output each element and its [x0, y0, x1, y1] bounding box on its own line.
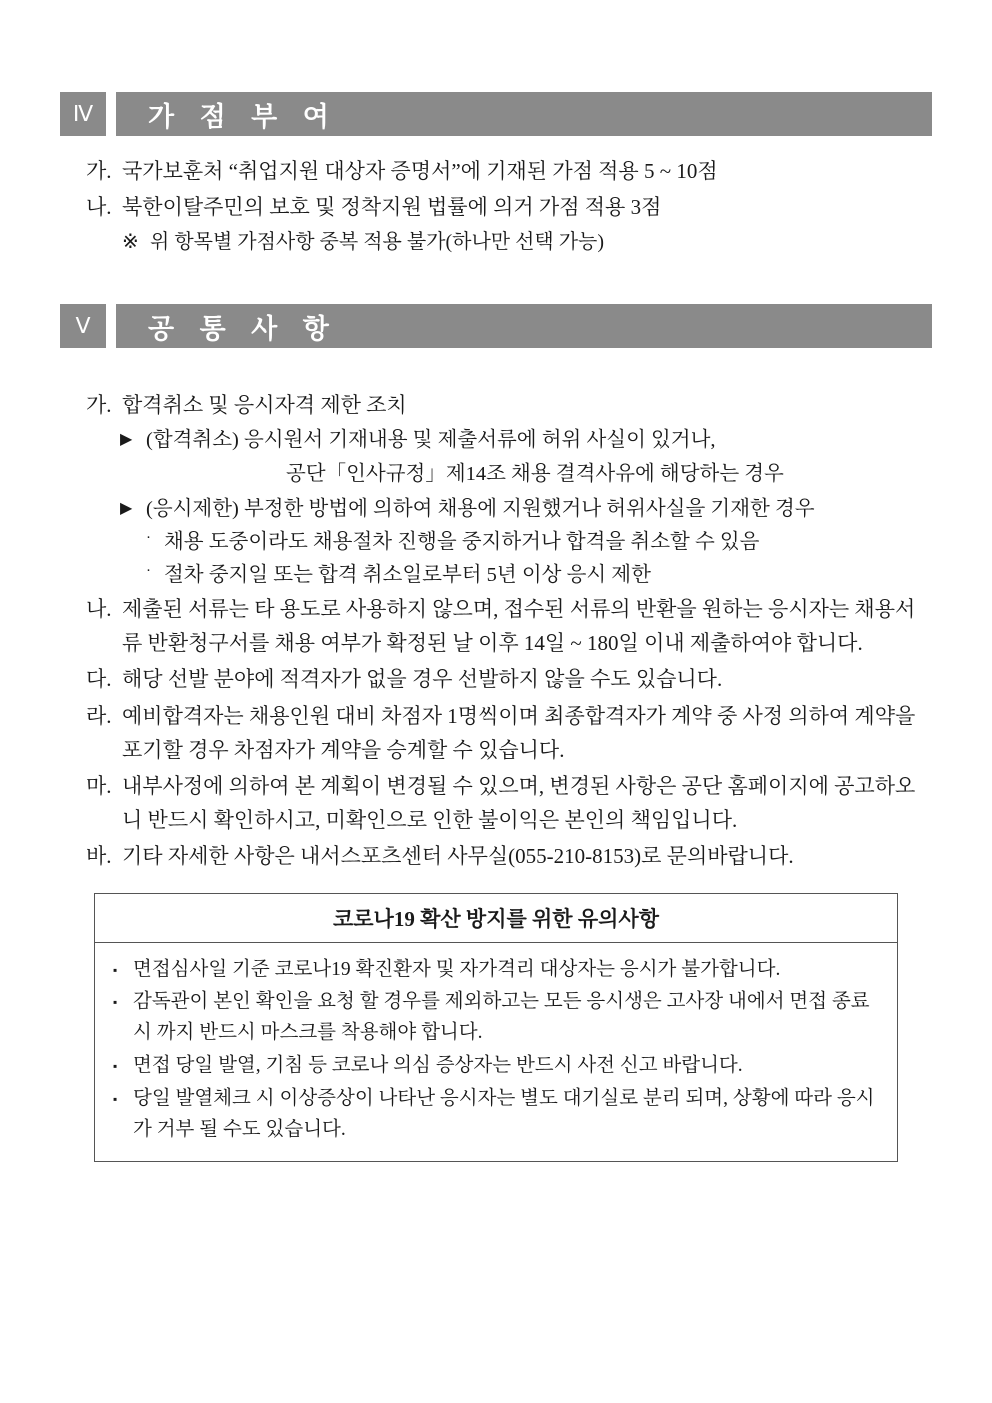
notice-list-item	[113, 1084, 879, 1146]
list-text: 북한이탈주민의 보호 및 정착지원 법률에 의거 가점 적용 3점	[122, 195, 662, 220]
reference-mark-icon: ※	[122, 231, 139, 254]
bullet-item	[60, 493, 932, 526]
covid-notice-box	[94, 893, 898, 1163]
section-header-5	[60, 304, 932, 348]
list-marker: 마.	[86, 773, 112, 798]
list-marker: 라.	[86, 703, 112, 728]
list-item	[60, 190, 932, 224]
section-body-spacer	[60, 366, 932, 388]
sub-bullet-item	[60, 559, 932, 592]
list-marker: 가.	[86, 393, 112, 418]
list-text: 해당 선발 분야에 적격자가 없을 경우 선발하지 않을 수도 있습니다.	[122, 667, 723, 692]
sub-bullet-text: 채용 도중이라도 채용절차 진행을 중지하거나 합격을 취소할 수 있음	[164, 531, 760, 554]
triangle-bullet-icon: ▶	[120, 499, 133, 517]
list-item	[60, 769, 932, 837]
bullet-text-wrap	[146, 424, 932, 490]
list-marker: 바.	[86, 843, 112, 868]
notice-title: 코로나19 확산 방지를 위한 유의사항	[95, 894, 897, 943]
bullet-text: (합격취소) 응시원서 기재내용 및 제출서류에 허위 사실이 있거나,	[146, 429, 716, 452]
section-spacer	[60, 264, 932, 304]
list-text: 합격취소 및 응시자격 제한 조치	[122, 393, 407, 418]
section-number-5: Ⅴ	[60, 304, 106, 348]
bullet-continuation: 공단「인사규정」제14조 채용 결격사유에 해당하는 경우	[286, 462, 784, 485]
list-text: 국가보훈처 “취업지원 대상자 증명서”에 기재된 가점 적용 5 ~ 10점	[122, 159, 718, 183]
section-number-4: Ⅳ	[60, 92, 106, 136]
triangle-bullet-icon: ▶	[120, 431, 133, 449]
list-text: 내부사정에 의하여 본 계획이 변경될 수 있으며, 변경된 사항은 공단 홈페이지에 공고하오니 반드시 확인하시고, 미확인으로 인한 불이익은 본인의 책임입니다.	[122, 773, 916, 832]
square-bullet-icon: ▪	[113, 995, 118, 1010]
list-item	[60, 592, 932, 660]
notice-body	[95, 943, 897, 1162]
square-bullet-icon: ▪	[113, 1091, 118, 1106]
notice-item-text: 면접 당일 발열, 기침 등 코로나 의심 증상자는 반드시 사전 신고 바랍니다.	[133, 1054, 743, 1076]
bullet-text: (응시제한) 부정한 방법에 의하여 채용에 지원했거나 허위사실을 기재한 경우	[146, 497, 815, 520]
list-marker: 가.	[86, 159, 112, 183]
section-title-5: 공 통 사 항	[116, 304, 932, 348]
section-4-body	[60, 154, 932, 258]
list-marker: 나.	[86, 597, 112, 622]
section-5-body	[60, 388, 932, 872]
notice-item-text: 당일 발열체크 시 이상증상이 나타난 응시자는 별도 대기실로 분리 되며, 상황에 따라 응시가 거부 될 수도 있습니다.	[133, 1087, 875, 1140]
sub-bullet-item	[60, 526, 932, 559]
list-text: 예비합격자는 채용인원 대비 차점자 1명씩이며 최종합격자가 계약 중 사정 의하여 계약을 포기할 경우 차점자가 계약을 승계할 수 있습니다.	[122, 703, 916, 762]
section-header-4	[60, 92, 932, 136]
list-text: 기타 자세한 사항은 내서스포츠센터 사무실(055-210-8153)로 문의바랍니다.	[122, 843, 794, 868]
list-item	[60, 388, 932, 422]
note-text: 위 항목별 가점사항 중복 적용 불가(하나만 선택 가능)	[150, 231, 605, 254]
list-marker: 다.	[86, 667, 112, 692]
notice-item-text: 감독관이 본인 확인을 요청 할 경우를 제외하고는 모든 응시생은 고사장 내에서 면접 종료 시 까지 반드시 마스크를 착용해야 합니다.	[133, 991, 870, 1044]
list-text: 제출된 서류는 타 용도로 사용하지 않으며, 접수된 서류의 반환을 원하는 응시자는 채용서류 반환청구서를 채용 여부가 확정된 날 이후 14일 ~ 180일 이내 제출하여야 합니다.	[122, 597, 916, 656]
square-bullet-icon: ▪	[113, 962, 118, 977]
notice-item-text: 면접심사일 기준 코로나19 확진환자 및 자가격리 대상자는 응시가 불가합니다.	[133, 958, 781, 980]
notice-list-item	[113, 955, 879, 986]
bullet-item	[60, 424, 932, 490]
section-title-4: 가 점 부 여	[116, 92, 932, 136]
dot-bullet-icon: ·	[146, 530, 151, 547]
sub-bullet-text: 절차 중지일 또는 합격 취소일로부터 5년 이상 응시 제한	[164, 564, 651, 587]
dot-bullet-icon: ·	[146, 563, 151, 580]
notice-list-item	[113, 987, 879, 1049]
list-item	[60, 699, 932, 767]
section-divider-5	[106, 304, 116, 348]
list-marker: 나.	[86, 195, 112, 220]
section-divider-4	[106, 92, 116, 136]
notice-list-item	[113, 1051, 879, 1082]
list-item	[60, 839, 932, 873]
note-item	[60, 226, 932, 258]
square-bullet-icon: ▪	[113, 1058, 118, 1073]
list-item	[60, 662, 932, 696]
list-item	[60, 154, 932, 188]
